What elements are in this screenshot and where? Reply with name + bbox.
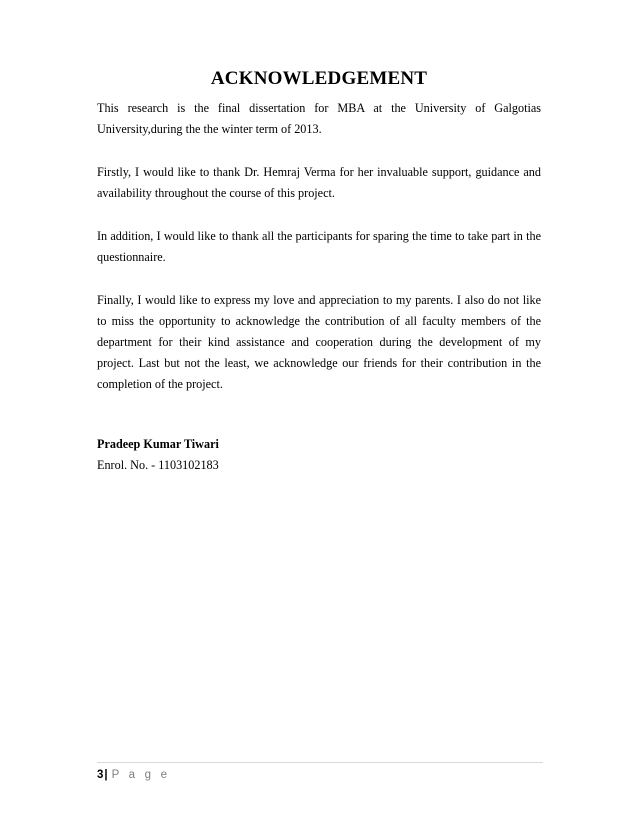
enrolment-number: Enrol. No. - 1103102183 (97, 458, 219, 472)
paragraph-thanks-participants: In addition, I would like to thank all the participants for sparing the time to take part in the questionnaire. (97, 229, 541, 264)
page-label: P a g e (111, 769, 171, 781)
paragraph-thanks-family: Finally, I would like to express my love and appreciation to my parents. I also do not like to miss the opportunity to acknowledge the contribution of all faculty members of the department for their kind assistance and cooperation during the development of my project. Last but not the least, we acknowledge our friends for their contribution in the completion of the project. (97, 293, 541, 391)
signature-name: Pradeep Kumar Tiwari (97, 437, 219, 451)
paragraph-intro: This research is the final dissertation for MBA at the University of Galgotias University,during the the winter term of 2013. (97, 101, 541, 136)
paragraph-thanks-guide: Firstly, I would like to thank Dr. Hemraj Verma for her invaluable support, guidance and availability throughout the course of this project. (97, 165, 541, 200)
page-content (97, 66, 541, 476)
page-title: ACKNOWLEDGEMENT (210, 68, 428, 89)
page-number: 3 (97, 769, 104, 781)
footer-separator: | (104, 769, 108, 781)
page-footer (97, 762, 543, 783)
